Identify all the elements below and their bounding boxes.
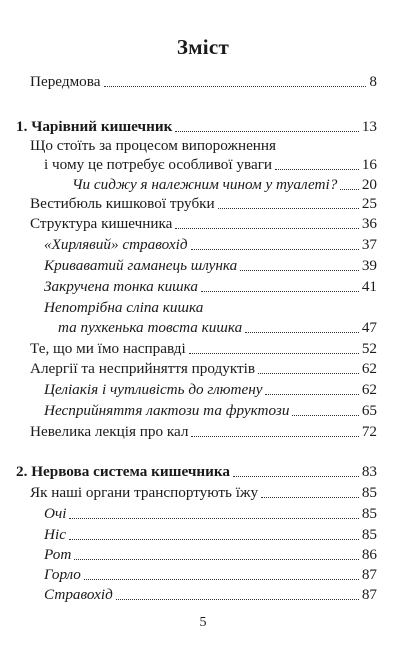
toc-subentry-page: 87 xyxy=(361,586,377,603)
toc-subentry-page: 87 xyxy=(361,566,377,583)
toc-entry-title: Алергії та несприйняття продуктів xyxy=(30,360,256,377)
contents-title: Зміст xyxy=(176,35,230,59)
toc-entry[interactable] xyxy=(30,484,377,501)
toc-subentry[interactable] xyxy=(44,402,377,419)
toc-subentry-page: 65 xyxy=(361,402,377,419)
dot-leader xyxy=(69,517,358,519)
toc-entry-title: і чому це потребує особливої уваги xyxy=(44,156,273,173)
toc-subentry-title: Очі xyxy=(44,505,67,522)
toc-entry-title: Передмова xyxy=(30,73,101,90)
toc-subentry[interactable] xyxy=(44,526,377,543)
toc-chapter-title: 1. Чарівний кишечник xyxy=(16,118,173,135)
dot-leader xyxy=(175,227,358,229)
toc-entry-page: 62 xyxy=(361,360,377,377)
dot-leader xyxy=(116,598,359,600)
toc-entry[interactable] xyxy=(30,73,377,90)
toc-entry[interactable] xyxy=(30,423,377,440)
toc-subentry[interactable] xyxy=(44,566,377,583)
toc-entry-title: Те, що ми їмо насправді xyxy=(30,340,186,357)
dot-leader xyxy=(261,496,359,498)
toc-subentry-page: 62 xyxy=(361,381,377,398)
dot-leader xyxy=(191,248,359,250)
toc-entry-title-line1: Що стоїть за процесом випорожнення xyxy=(30,137,277,154)
dot-leader xyxy=(240,269,359,271)
toc-entry-page: 72 xyxy=(361,423,377,440)
toc-entry[interactable] xyxy=(30,360,377,377)
toc-subentry-page: 20 xyxy=(361,176,377,193)
toc-entry-title: Вестибюль кишкової трубки xyxy=(30,195,215,212)
toc-chapter-page: 83 xyxy=(361,463,377,480)
toc-subentry[interactable] xyxy=(58,319,377,336)
toc-subentry-title: «Хирлявий» стравохід xyxy=(44,236,188,253)
dot-leader xyxy=(191,435,358,437)
dot-leader xyxy=(175,130,358,132)
toc-chapter-page: 13 xyxy=(361,118,377,135)
dot-leader xyxy=(84,578,359,580)
page-number: 5 xyxy=(199,615,207,630)
toc-entry[interactable] xyxy=(30,215,377,232)
dot-leader xyxy=(233,475,359,477)
dot-leader xyxy=(340,188,359,190)
toc-subentry-page: 86 xyxy=(361,546,377,563)
toc-subentry-title: Закручена тонка кишка xyxy=(44,278,198,295)
dot-leader xyxy=(218,207,359,209)
toc-subentry-page: 85 xyxy=(361,505,377,522)
toc-subentry-title: Чи сиджу я належним чином у туалеті? xyxy=(72,176,338,193)
toc-subentry-title: Целіакія і чутливість до глютену xyxy=(44,381,263,398)
toc-subentry-page: 39 xyxy=(361,257,377,274)
dot-leader xyxy=(189,352,359,354)
dot-leader xyxy=(258,372,359,374)
dot-leader xyxy=(245,331,359,333)
dot-leader xyxy=(275,168,359,170)
dot-leader xyxy=(201,290,359,292)
toc-entry-title: Структура кишечника xyxy=(30,215,173,232)
toc-chapter[interactable] xyxy=(16,463,377,480)
toc-subentry-title: Рот xyxy=(44,546,72,563)
toc-entry[interactable] xyxy=(30,340,377,357)
toc-subentry-title: Криваватий гаманець шлунка xyxy=(44,257,238,274)
toc-chapter[interactable] xyxy=(16,118,377,135)
toc-entry[interactable] xyxy=(44,156,377,173)
dot-leader xyxy=(104,85,367,87)
dot-leader xyxy=(292,414,358,416)
toc-entry-title: Невелика лекція про кал xyxy=(30,423,189,440)
toc-subentry-title: Ніс xyxy=(44,526,66,543)
toc-subentry-title: Стравохід xyxy=(44,586,113,603)
toc-subentry[interactable] xyxy=(44,278,377,295)
dot-leader xyxy=(74,558,359,560)
dot-leader xyxy=(265,393,358,395)
toc-subentry[interactable] xyxy=(72,176,377,193)
toc-subentry[interactable] xyxy=(44,505,377,522)
toc-subentry-title: та пухкенька товста кишка xyxy=(58,319,243,336)
toc-entry-title: Як наші органи транспортують їжу xyxy=(30,484,259,501)
toc-subentry[interactable] xyxy=(44,381,377,398)
toc-subentry-page: 37 xyxy=(361,236,377,253)
toc-subentry[interactable] xyxy=(44,586,377,603)
toc-subentry-page: 41 xyxy=(361,278,377,295)
toc-entry-page: 52 xyxy=(361,340,377,357)
toc-subentry[interactable] xyxy=(44,546,377,563)
toc-subentry-title: Горло xyxy=(44,566,81,583)
toc-subentry[interactable] xyxy=(44,236,377,253)
toc-entry-page: 36 xyxy=(361,215,377,232)
dot-leader xyxy=(69,538,359,540)
toc-entry-page: 16 xyxy=(361,156,377,173)
toc-entry-page: 25 xyxy=(361,195,377,212)
toc-subentry-page: 85 xyxy=(361,526,377,543)
toc-entry-page: 8 xyxy=(369,73,377,90)
toc-subentry-title: Несприйняття лактози та фруктози xyxy=(44,402,290,419)
toc-subentry[interactable] xyxy=(44,257,377,274)
toc-subentry-title-line1: Непотрібна сліпа кишка xyxy=(44,299,204,316)
toc-entry-page: 85 xyxy=(361,484,377,501)
toc-subentry-page: 47 xyxy=(361,319,377,336)
toc-chapter-title: 2. Нервова система кишечника xyxy=(16,463,231,480)
toc-entry[interactable] xyxy=(30,195,377,212)
